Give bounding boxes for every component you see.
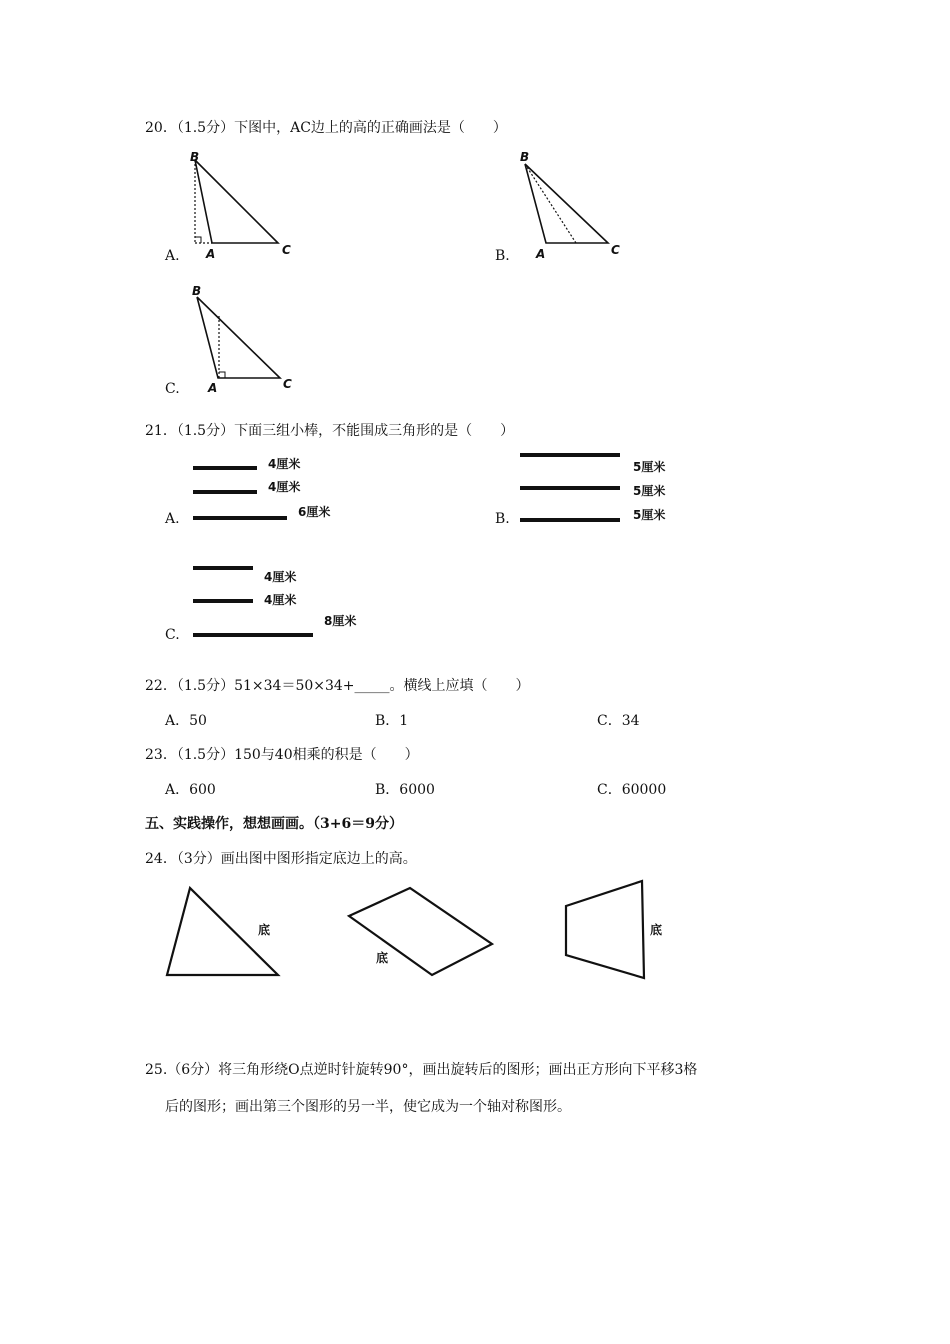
q20-option-a[interactable]: A. [165,248,180,264]
q22-stem: 22．（1.5分）51×34＝50×34+_____。横线上应填（ ） [145,678,530,694]
q21-option-c[interactable]: C. [165,627,180,643]
q25-line1: 25.（6分）将三角形绕O点逆时针旋转90°，画出旋转后的图形；画出正方形向下平移3格 [145,1062,698,1078]
vertex-b-label: B [190,150,200,164]
stick-length-label: 5厘米 [633,508,666,522]
stick-length-label: 4厘米 [264,593,297,607]
stick-length-label: 4厘米 [268,480,301,494]
q21-option-a[interactable]: A. [165,511,180,527]
base-label: 底 [650,923,663,937]
stick-length-label: 5厘米 [633,484,666,498]
vertex-c-label: C [283,377,292,391]
base-label: 底 [376,951,389,965]
stick-length-label: 6厘米 [298,505,331,519]
q24-stem: 24．（3分）画出图中图形指定底边上的高。 [145,851,417,867]
q22-option-c[interactable]: C．34 [597,713,640,729]
q23-option-c[interactable]: C．60000 [597,782,667,798]
q20-stem: 20．（1.5分）下图中，AC边上的高的正确画法是（ ） [145,120,507,136]
stick-length-label: 4厘米 [264,570,297,584]
section-heading: 五、实践操作，想想画画。（3+6＝9分） [145,816,403,832]
vertex-b-label: B [192,284,202,298]
vertex-a-label: A [536,247,546,261]
q21-stem: 21．（1.5分）下面三组小棒，不能围成三角形的是（ ） [145,423,515,439]
q21-option-b[interactable]: B. [495,511,510,527]
q22-option-b[interactable]: B．1 [375,713,409,729]
q20-option-b[interactable]: B. [495,248,510,264]
base-label: 底 [258,923,271,937]
q20-option-c[interactable]: C. [165,381,180,397]
vertex-a-label: A [208,381,218,395]
trapezoid-shape [566,881,644,978]
vertex-c-label: C [282,243,291,257]
q25-line2: 后的图形；画出第三个图形的另一半，使它成为一个轴对称图形。 [165,1099,571,1115]
q22-option-a[interactable]: A．50 [165,713,207,729]
stick-length-label: 5厘米 [633,460,666,474]
q23-stem: 23．（1.5分）150与40相乘的积是（ ） [145,747,419,763]
q23-option-b[interactable]: B．6000 [375,782,435,798]
vertex-b-label: B [520,150,530,164]
vertex-a-label: A [206,247,216,261]
stick-length-label: 8厘米 [324,614,357,628]
parallelogram-shape [349,888,492,975]
q23-option-a[interactable]: A．600 [165,782,216,798]
stick-length-label: 4厘米 [268,457,301,471]
vertex-c-label: C [611,243,620,257]
